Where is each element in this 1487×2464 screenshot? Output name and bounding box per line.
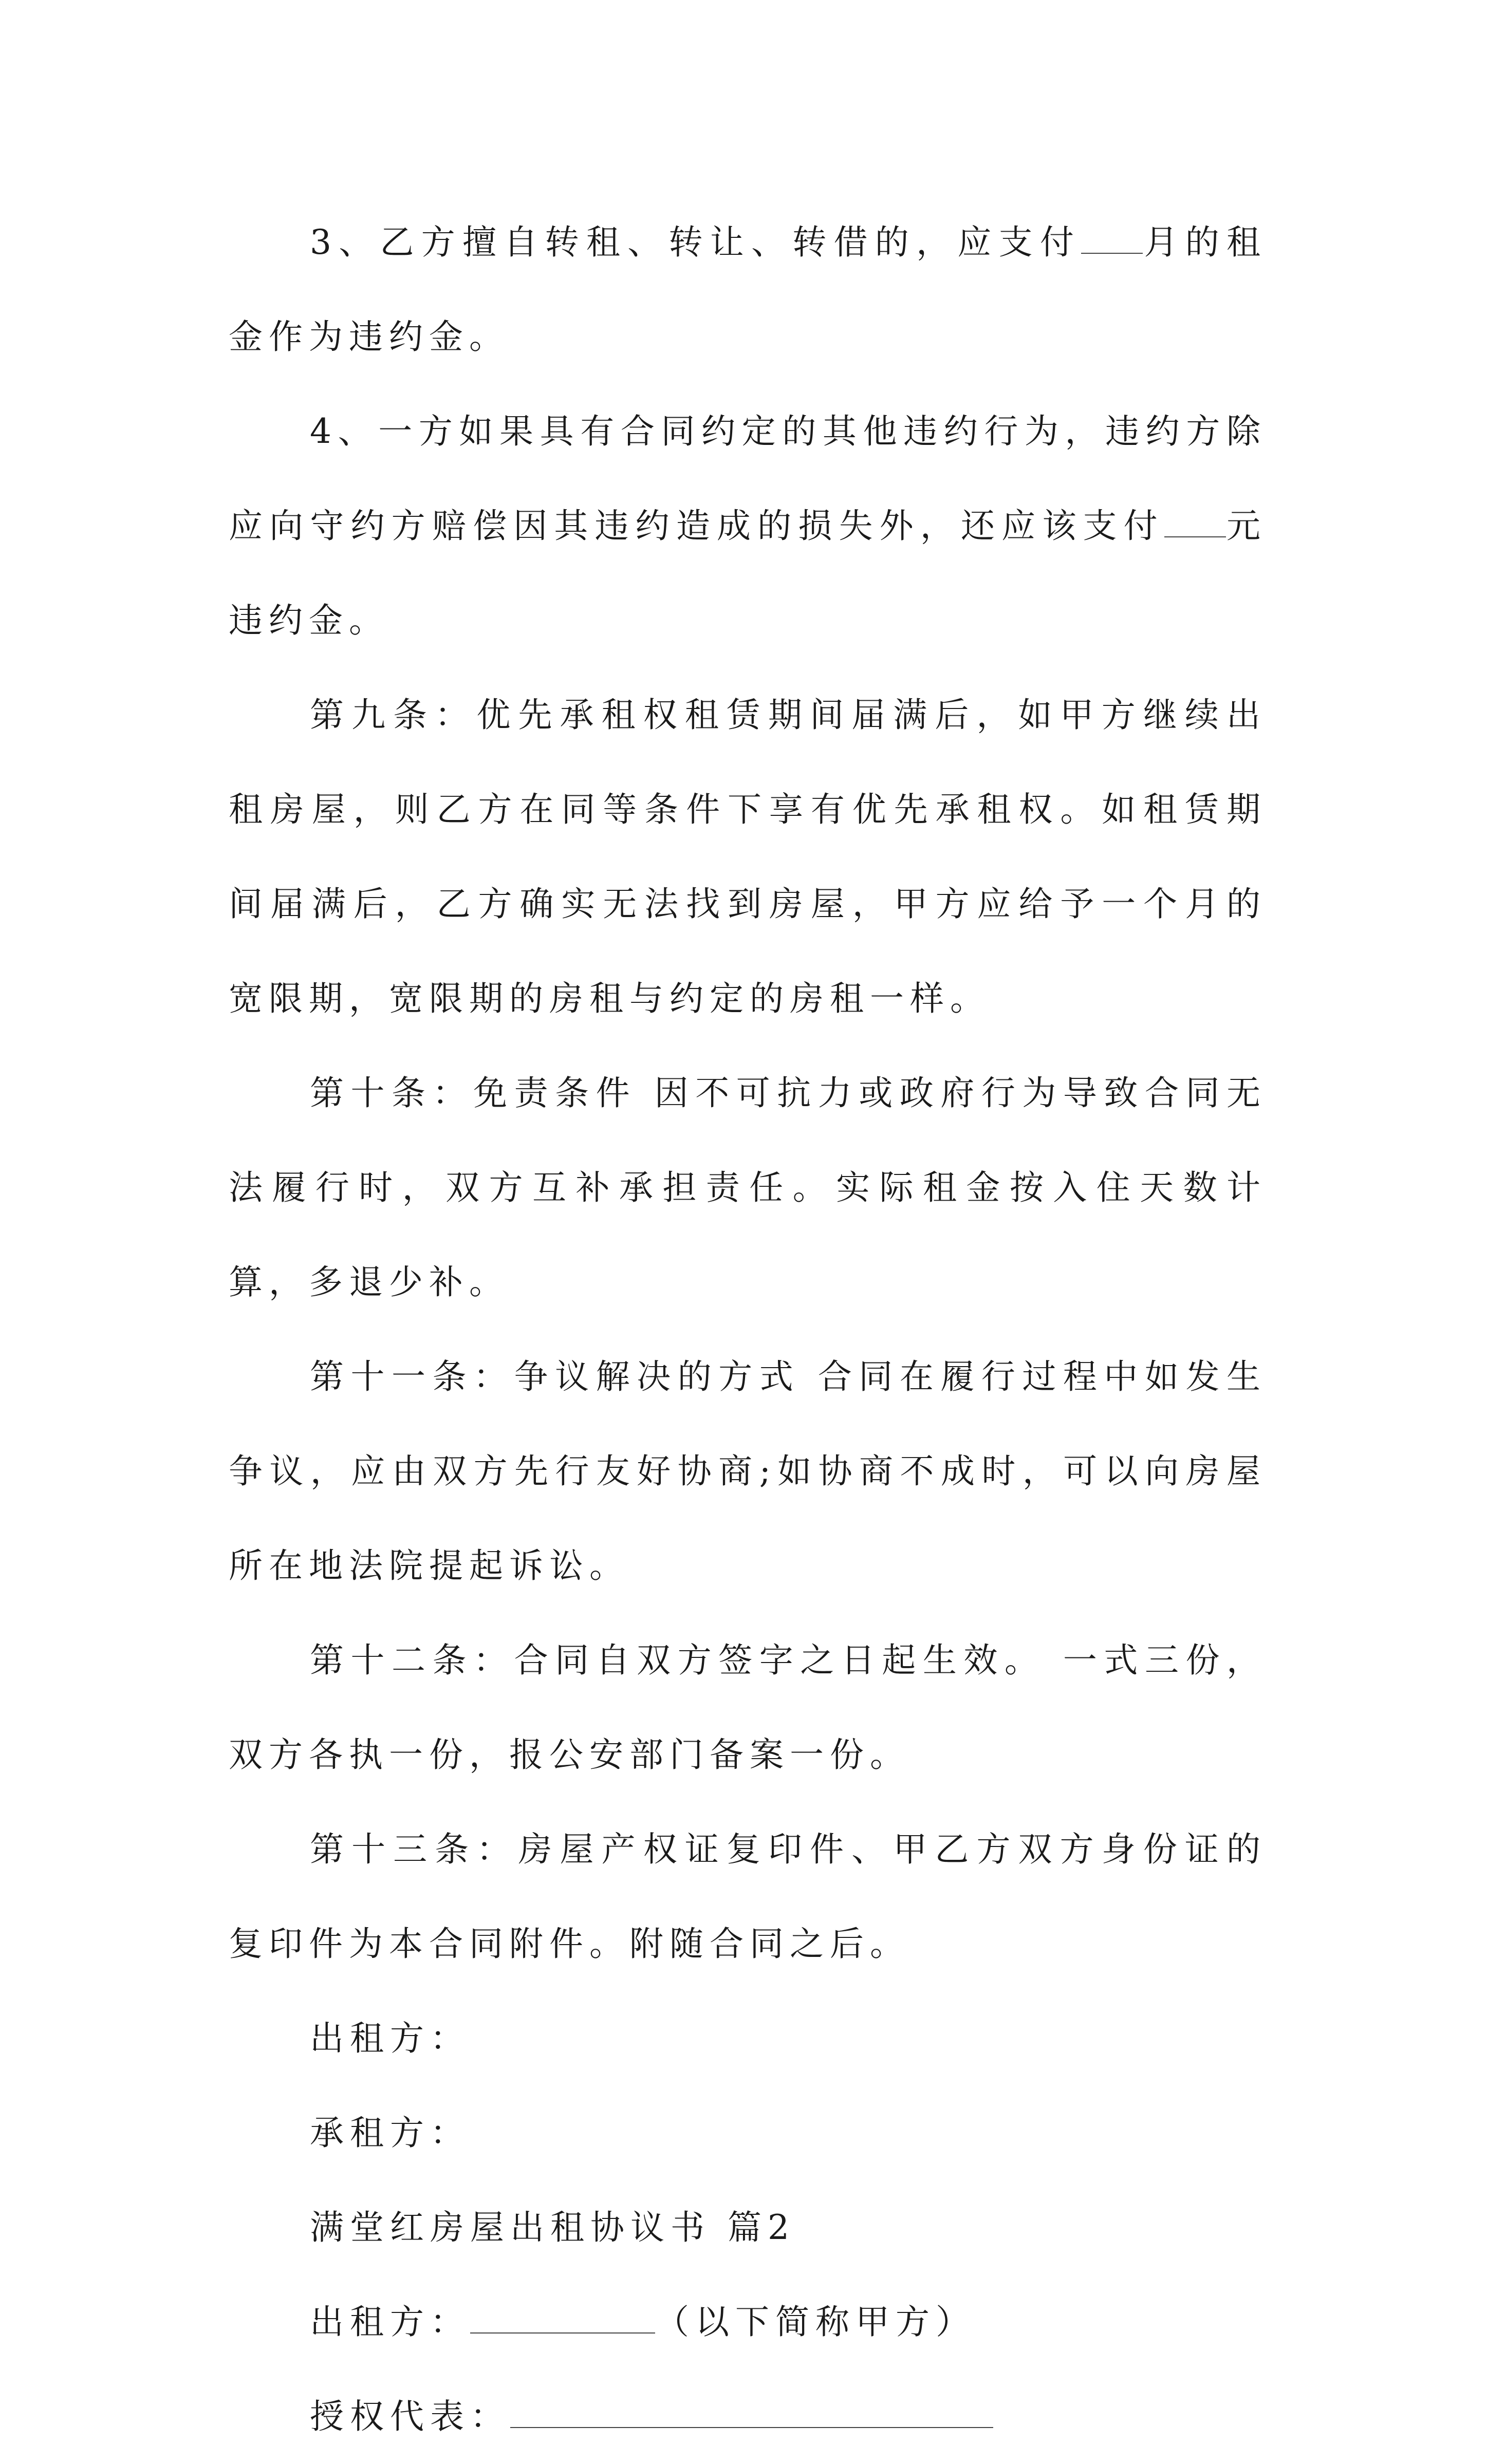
clause-4-text-after: 元违约金。 [229, 506, 1267, 640]
amount-blank [1164, 508, 1226, 537]
agent-line [229, 2369, 1267, 2464]
clause-3-paragraph [229, 195, 1267, 384]
document-body [229, 195, 1267, 2464]
lessor-suffix: （以下简称甲方） [655, 2302, 976, 2342]
lessor-name-blank [470, 2304, 655, 2334]
signature-lessor: 出租方： [310, 2019, 470, 2058]
clause-4-text-before: 4、一方如果具有合同约定的其他违约行为，违约方除应向守约方赔偿因其违约造成的损失外，还应该支付 [229, 412, 1267, 546]
article-13-paragraph: 第十三条：房屋产权证复印件、甲乙方双方身份证的复印件为本合同附件。附随合同之后。 [229, 1830, 1267, 1964]
clause-4-paragraph [229, 384, 1267, 668]
article-12-paragraph: 第十二条：合同自双方签字之日起生效。 一式三份，双方各执一份，报公安部门备案一份。 [229, 1640, 1267, 1775]
article-11-paragraph: 第十一条：争议解决的方式 合同在履行过程中如发生争议，应由双方先行友好协商;如协商不成时，可以向房屋所在地法院提起诉讼。 [229, 1357, 1267, 1585]
article-9-paragraph: 第九条：优先承租权租赁期间届满后，如甲方继续出租房屋，则乙方在同等条件下享有优先承租权。如租赁期间届满后，乙方确实无法找到房屋，甲方应给予一个月的宽限期，宽限期的房租与约定的房租一样。 [229, 695, 1267, 1018]
clause-3-text-before: 3、乙方擅自转租、转让、转借的，应支付 [310, 222, 1082, 262]
signature-lessee: 承租方： [310, 2113, 470, 2153]
agent-name-blank [510, 2398, 993, 2428]
clause-3-text-after: 月的租金作为违约金。 [229, 222, 1267, 357]
lessor-label: 出租方： [310, 2302, 470, 2342]
section-title: 满堂红房屋出租协议书 篇2 [310, 2208, 795, 2247]
lessor-line [229, 2275, 1267, 2369]
article-10-paragraph: 第十条：免责条件 因不可抗力或政府行为导致合同无法履行时，双方互补承担责任。实际租金按入住天数计算，多退少补。 [229, 1073, 1267, 1302]
months-blank [1081, 224, 1143, 254]
agent-label: 授权代表： [310, 2397, 510, 2436]
